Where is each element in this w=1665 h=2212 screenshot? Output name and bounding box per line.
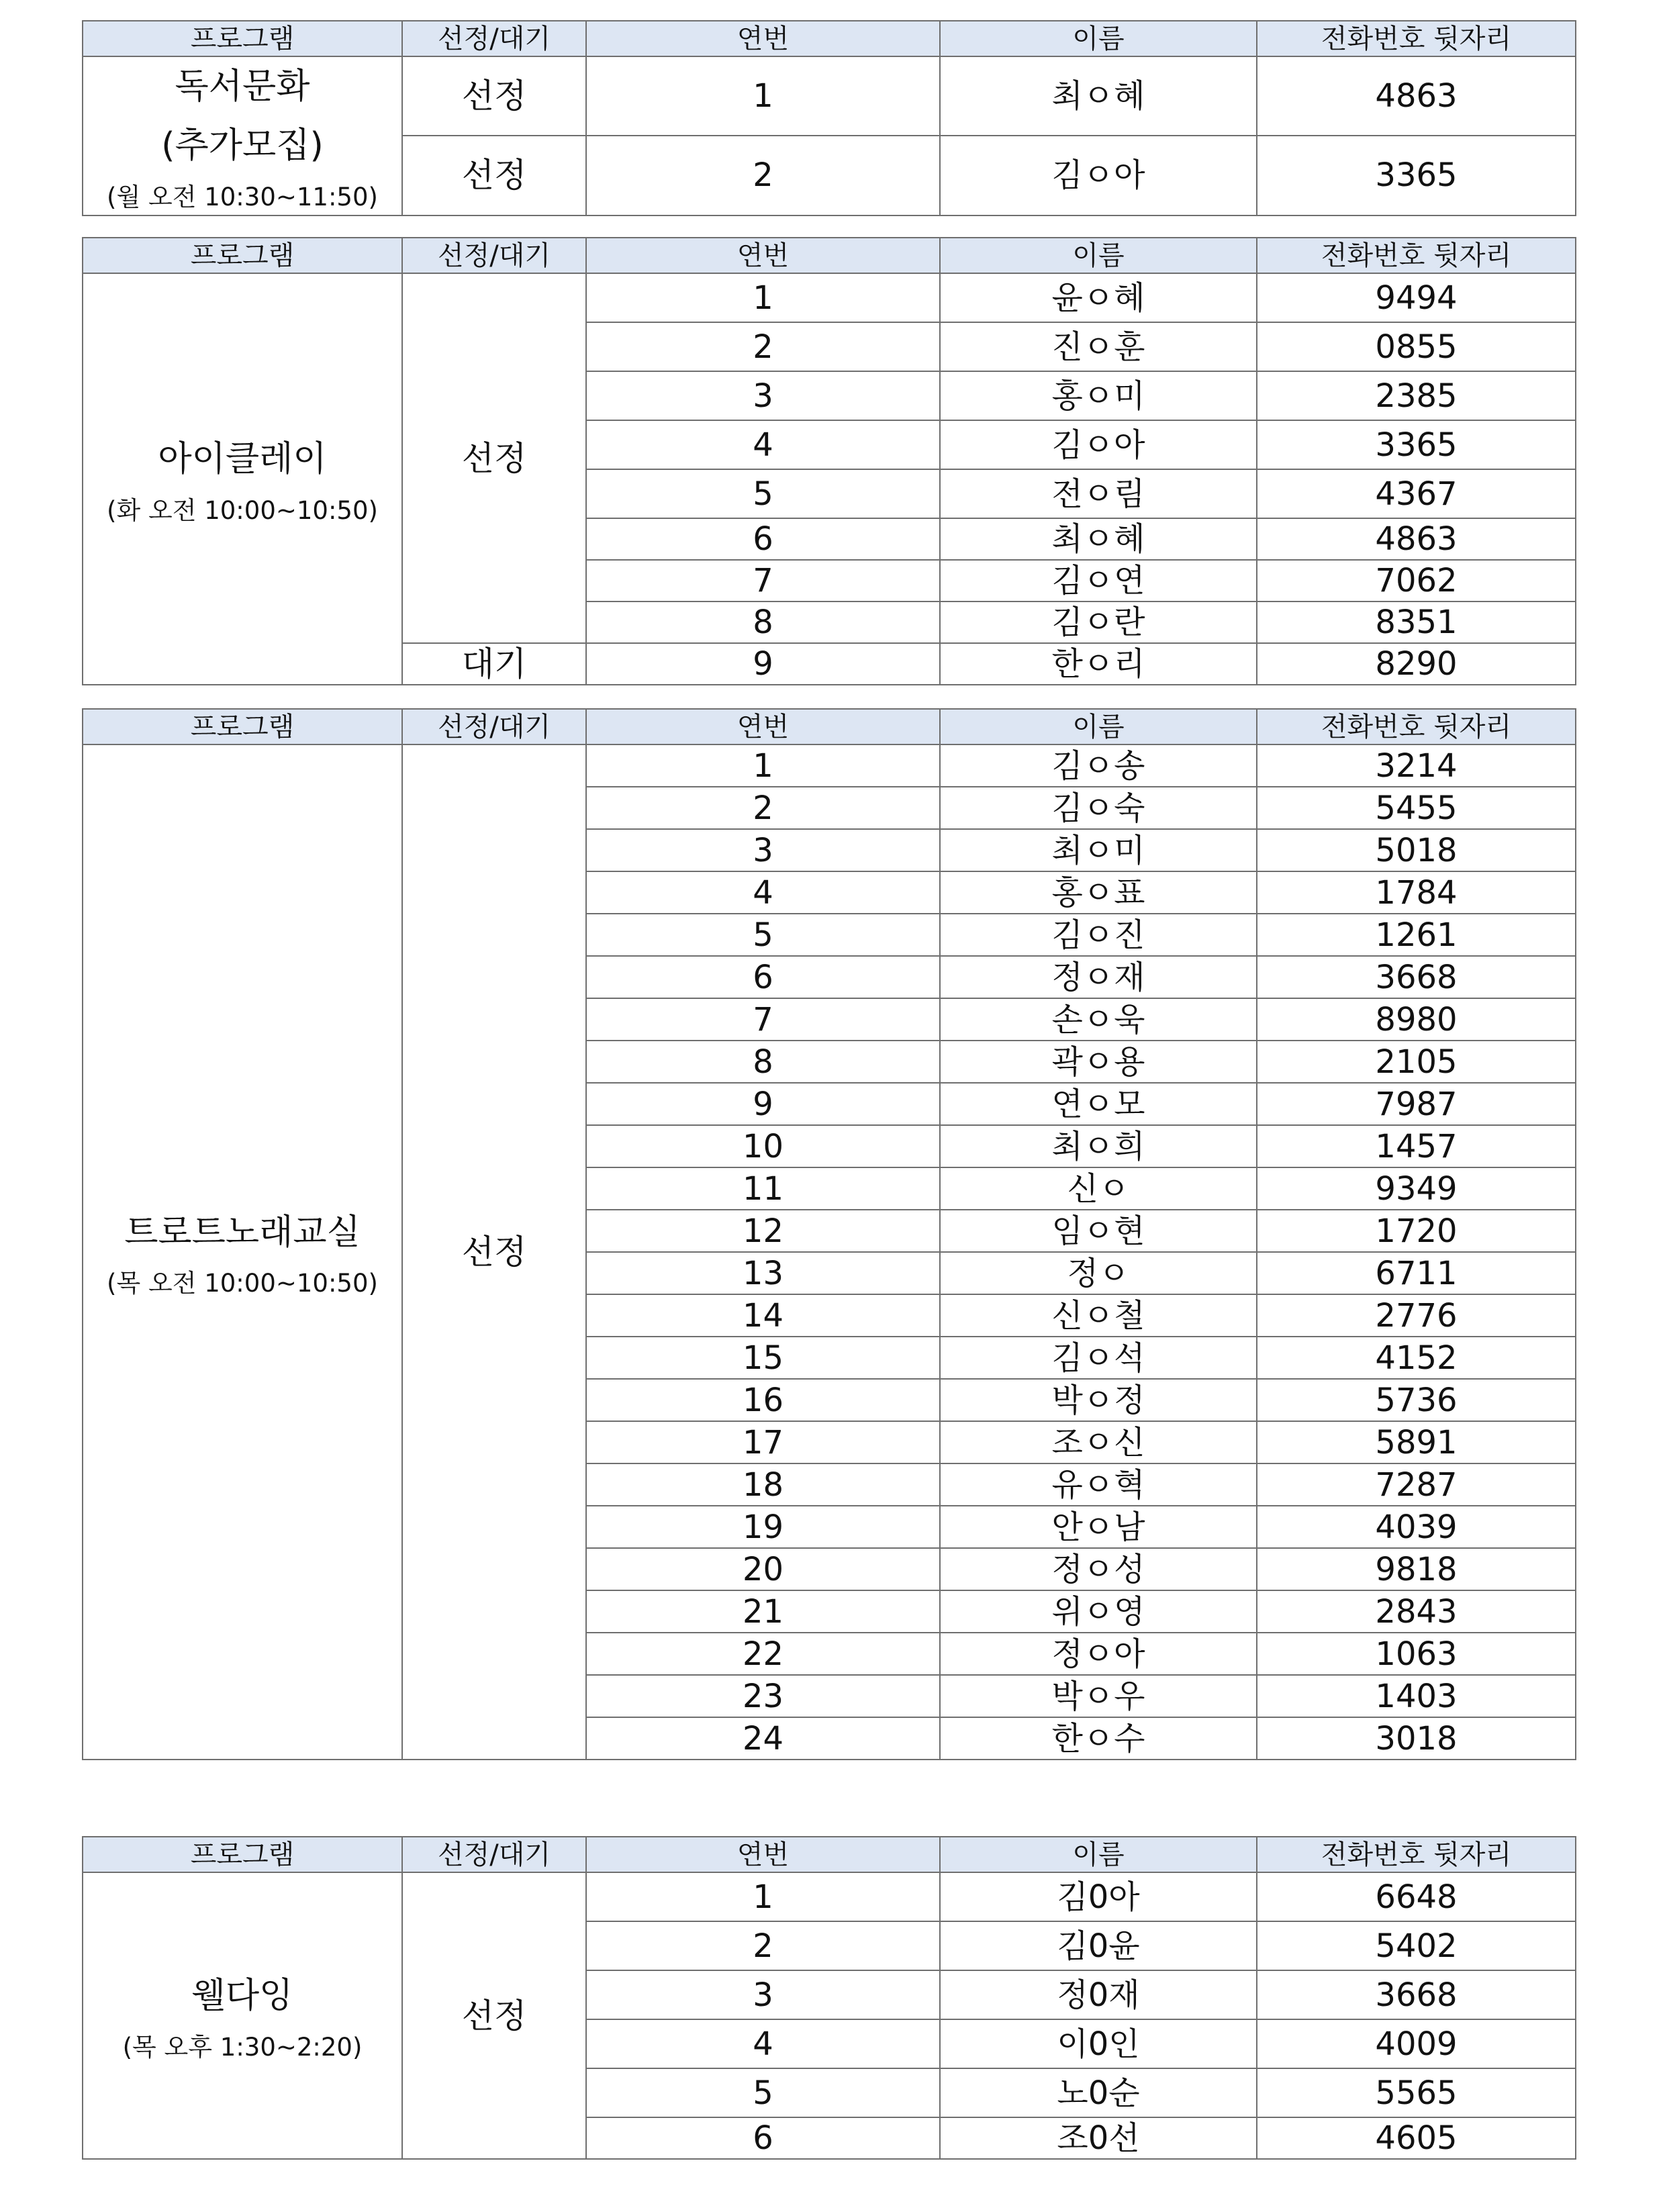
name-cell: 최ㅇ혜 (940, 518, 1257, 560)
table-row (83, 1872, 1576, 1921)
name-cell: 연ㅇ모 (940, 1083, 1257, 1125)
program-cell (83, 744, 402, 1760)
name-cell: 김ㅇ연 (940, 560, 1257, 602)
number-cell: 3 (586, 371, 940, 420)
phone-cell: 9494 (1257, 273, 1576, 322)
name-cell: 임ㅇ현 (940, 1210, 1257, 1252)
name-cell: 유ㅇ혁 (940, 1463, 1257, 1506)
phone-cell: 4863 (1257, 56, 1576, 136)
name-cell: 홍ㅇ표 (940, 871, 1257, 914)
program-cell (83, 56, 402, 215)
phone-cell: 3365 (1257, 136, 1576, 215)
selection-table-2 (82, 237, 1576, 685)
table-row (83, 56, 1576, 136)
number-cell: 3 (586, 829, 940, 871)
table-header-row (83, 709, 1576, 744)
phone-cell: 1720 (1257, 1210, 1576, 1252)
number-cell: 11 (586, 1167, 940, 1210)
phone-cell: 8290 (1257, 643, 1576, 685)
phone-cell: 5891 (1257, 1421, 1576, 1463)
number-cell: 1 (586, 744, 940, 787)
header-name: 이름 (940, 709, 1257, 744)
number-cell: 24 (586, 1717, 940, 1760)
name-cell: 김ㅇ송 (940, 744, 1257, 787)
name-cell: 손ㅇ욱 (940, 998, 1257, 1041)
number-cell: 5 (586, 469, 940, 518)
phone-cell: 1784 (1257, 871, 1576, 914)
phone-cell: 4863 (1257, 518, 1576, 560)
name-cell: 정0재 (940, 1970, 1257, 2019)
number-cell: 2 (586, 787, 940, 829)
number-cell: 4 (586, 871, 940, 914)
program-name: 독서문화 (175, 66, 310, 107)
name-cell: 김0아 (940, 1872, 1257, 1921)
number-cell: 21 (586, 1590, 940, 1633)
phone-cell: 5455 (1257, 787, 1576, 829)
header-number: 연번 (586, 1837, 940, 1872)
number-cell: 23 (586, 1675, 940, 1717)
header-status: 선정/대기 (402, 1837, 586, 1872)
status-cell: 선정 (402, 56, 586, 136)
name-cell: 노0순 (940, 2068, 1257, 2117)
number-cell: 15 (586, 1337, 940, 1379)
phone-cell: 5565 (1257, 2068, 1576, 2117)
name-cell: 최ㅇ희 (940, 1125, 1257, 1167)
number-cell: 6 (586, 518, 940, 560)
phone-cell: 1063 (1257, 1633, 1576, 1675)
name-cell: 김ㅇ아 (940, 136, 1257, 215)
phone-cell: 8980 (1257, 998, 1576, 1041)
phone-cell: 9349 (1257, 1167, 1576, 1210)
name-cell: 홍ㅇ미 (940, 371, 1257, 420)
name-cell: 신ㅇ (940, 1167, 1257, 1210)
name-cell: 정ㅇ재 (940, 956, 1257, 998)
header-program: 프로그램 (83, 709, 402, 744)
phone-cell: 3668 (1257, 956, 1576, 998)
name-cell: 곽ㅇ용 (940, 1041, 1257, 1083)
number-cell: 6 (586, 956, 940, 998)
number-cell: 20 (586, 1548, 940, 1590)
name-cell: 전ㅇ림 (940, 469, 1257, 518)
selection-table-3 (82, 708, 1576, 1760)
number-cell: 16 (586, 1379, 940, 1421)
table-header-row (83, 1837, 1576, 1872)
name-cell: 김0윤 (940, 1921, 1257, 1970)
name-cell: 신ㅇ철 (940, 1294, 1257, 1337)
program-name: 아이클레이 (158, 439, 327, 480)
number-cell: 7 (586, 560, 940, 602)
number-cell: 9 (586, 643, 940, 685)
phone-cell: 8351 (1257, 602, 1576, 643)
phone-cell: 6648 (1257, 1872, 1576, 1921)
header-phone: 전화번호 뒷자리 (1257, 1837, 1576, 1872)
phone-cell: 2105 (1257, 1041, 1576, 1083)
name-cell: 윤ㅇ혜 (940, 273, 1257, 322)
program-cell (83, 273, 402, 685)
name-cell: 최ㅇ혜 (940, 56, 1257, 136)
name-cell: 박ㅇ정 (940, 1379, 1257, 1421)
header-program: 프로그램 (83, 238, 402, 273)
header-number: 연번 (586, 238, 940, 273)
name-cell: 정ㅇ (940, 1252, 1257, 1294)
header-phone: 전화번호 뒷자리 (1257, 238, 1576, 273)
name-cell: 김ㅇ진 (940, 914, 1257, 956)
name-cell: 조ㅇ신 (940, 1421, 1257, 1463)
table-header-row (83, 21, 1576, 56)
number-cell: 4 (586, 2019, 940, 2068)
name-cell: 진ㅇ훈 (940, 322, 1257, 371)
program-name: 트로트노래교실 (124, 1212, 361, 1253)
phone-cell: 5736 (1257, 1379, 1576, 1421)
name-cell: 김ㅇ숙 (940, 787, 1257, 829)
status-cell: 대기 (402, 643, 586, 685)
header-number: 연번 (586, 21, 940, 56)
header-phone: 전화번호 뒷자리 (1257, 21, 1576, 56)
number-cell: 3 (586, 1970, 940, 2019)
phone-cell: 3668 (1257, 1970, 1576, 2019)
name-cell: 정ㅇ성 (940, 1548, 1257, 1590)
number-cell: 9 (586, 1083, 940, 1125)
table-row (83, 744, 1576, 787)
program-schedule: (화 오전 10:00~10:50) (107, 495, 378, 525)
number-cell: 13 (586, 1252, 940, 1294)
name-cell: 조0선 (940, 2117, 1257, 2159)
number-cell: 18 (586, 1463, 940, 1506)
phone-cell: 7987 (1257, 1083, 1576, 1125)
phone-cell: 0855 (1257, 322, 1576, 371)
phone-cell: 7062 (1257, 560, 1576, 602)
header-program: 프로그램 (83, 21, 402, 56)
header-name: 이름 (940, 238, 1257, 273)
table-row (83, 273, 1576, 322)
phone-cell: 4367 (1257, 469, 1576, 518)
header-status: 선정/대기 (402, 709, 586, 744)
phone-cell: 4605 (1257, 2117, 1576, 2159)
phone-cell: 3214 (1257, 744, 1576, 787)
program-schedule: (목 오후 1:30~2:20) (122, 2032, 363, 2062)
name-cell: 위ㅇ영 (940, 1590, 1257, 1633)
name-cell: 김ㅇ란 (940, 602, 1257, 643)
program-cell (83, 1872, 402, 2159)
header-program: 프로그램 (83, 1837, 402, 1872)
name-cell: 최ㅇ미 (940, 829, 1257, 871)
status-cell: 선정 (402, 744, 586, 1760)
number-cell: 1 (586, 56, 940, 136)
name-cell: 한ㅇ리 (940, 643, 1257, 685)
header-status: 선정/대기 (402, 21, 586, 56)
number-cell: 1 (586, 273, 940, 322)
phone-cell: 4039 (1257, 1506, 1576, 1548)
phone-cell: 1261 (1257, 914, 1576, 956)
number-cell: 2 (586, 322, 940, 371)
number-cell: 12 (586, 1210, 940, 1252)
name-cell: 박ㅇ우 (940, 1675, 1257, 1717)
table-header-row (83, 238, 1576, 273)
phone-cell: 9818 (1257, 1548, 1576, 1590)
phone-cell: 1403 (1257, 1675, 1576, 1717)
program-schedule: (월 오전 10:30~11:50) (107, 182, 378, 211)
name-cell: 한ㅇ수 (940, 1717, 1257, 1760)
phone-cell: 4152 (1257, 1337, 1576, 1379)
number-cell: 8 (586, 1041, 940, 1083)
phone-cell: 3018 (1257, 1717, 1576, 1760)
phone-cell: 1457 (1257, 1125, 1576, 1167)
phone-cell: 5018 (1257, 829, 1576, 871)
phone-cell: 5402 (1257, 1921, 1576, 1970)
name-cell: 안ㅇ남 (940, 1506, 1257, 1548)
number-cell: 14 (586, 1294, 940, 1337)
phone-cell: 2843 (1257, 1590, 1576, 1633)
name-cell: 김ㅇ아 (940, 420, 1257, 469)
header-status: 선정/대기 (402, 238, 586, 273)
program-name: 웰다잉 (191, 1976, 293, 2017)
selection-table-4 (82, 1836, 1576, 2160)
name-cell: 이0인 (940, 2019, 1257, 2068)
number-cell: 17 (586, 1421, 940, 1463)
number-cell: 2 (586, 1921, 940, 1970)
number-cell: 5 (586, 914, 940, 956)
number-cell: 6 (586, 2117, 940, 2159)
number-cell: 5 (586, 2068, 940, 2117)
phone-cell: 2385 (1257, 371, 1576, 420)
header-name: 이름 (940, 1837, 1257, 1872)
header-name: 이름 (940, 21, 1257, 56)
number-cell: 7 (586, 998, 940, 1041)
phone-cell: 6711 (1257, 1252, 1576, 1294)
number-cell: 1 (586, 1872, 940, 1921)
phone-cell: 2776 (1257, 1294, 1576, 1337)
name-cell: 정ㅇ아 (940, 1633, 1257, 1675)
number-cell: 10 (586, 1125, 940, 1167)
number-cell: 2 (586, 136, 940, 215)
status-cell: 선정 (402, 273, 586, 643)
number-cell: 8 (586, 602, 940, 643)
phone-cell: 7287 (1257, 1463, 1576, 1506)
number-cell: 4 (586, 420, 940, 469)
header-number: 연번 (586, 709, 940, 744)
number-cell: 19 (586, 1506, 940, 1548)
selection-table-1 (82, 20, 1576, 216)
phone-cell: 3365 (1257, 420, 1576, 469)
name-cell: 김ㅇ석 (940, 1337, 1257, 1379)
number-cell: 22 (586, 1633, 940, 1675)
status-cell: 선정 (402, 1872, 586, 2159)
phone-cell: 4009 (1257, 2019, 1576, 2068)
program-schedule: (목 오전 10:00~10:50) (107, 1269, 378, 1298)
program-name-line2: (추가모집) (161, 126, 324, 166)
status-cell: 선정 (402, 136, 586, 215)
header-phone: 전화번호 뒷자리 (1257, 709, 1576, 744)
